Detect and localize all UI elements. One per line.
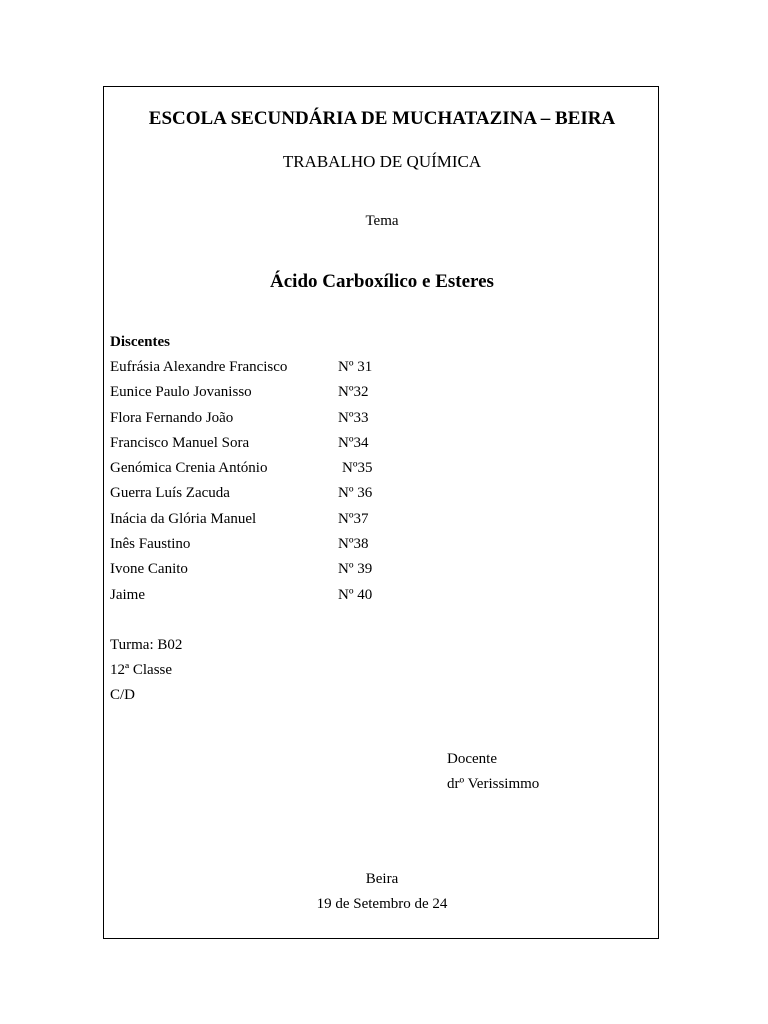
student-number: Nº 39 xyxy=(338,561,373,578)
student-name: Eunice Paulo Jovanisso xyxy=(110,384,252,401)
student-name: Francisco Manuel Sora xyxy=(110,434,250,451)
student-number: Nº 31 xyxy=(338,359,373,375)
assignment-topic: Ácido Carboxílico e Esteres xyxy=(270,271,494,292)
student-name: Inácia da Glória Manuel xyxy=(110,510,257,527)
student-number: Nº34 xyxy=(338,434,369,451)
students-heading: Discentes xyxy=(110,334,170,350)
teacher-name: drº Verissimmo xyxy=(447,776,540,792)
student-number: Nº38 xyxy=(338,536,369,553)
student-number: Nº 36 xyxy=(338,485,373,502)
student-number: Nº37 xyxy=(338,510,369,527)
student-number: Nº35 xyxy=(342,460,373,477)
student-name: Flora Fernando João xyxy=(110,409,234,426)
student-name: Guerra Luís Zacuda xyxy=(110,485,230,502)
student-name: Inês Faustino xyxy=(110,536,191,553)
student-name: Eufrásia Alexandre Francisco xyxy=(110,359,288,375)
teacher-label: Docente xyxy=(447,751,497,767)
student-name: Jaime xyxy=(110,586,145,603)
student-number: Nº 40 xyxy=(338,586,373,603)
tema-label: Tema xyxy=(365,213,399,229)
school-name: ESCOLA SECUNDÁRIA DE MUCHATAZINA – BEIRA xyxy=(148,108,616,129)
student-name: Genómica Crenia António xyxy=(110,460,268,477)
footer-city: Beira xyxy=(365,871,399,887)
student-number: Nº32 xyxy=(338,384,369,401)
class-grade: 12ª Classe xyxy=(110,662,173,678)
footer-date: 19 de Setembro de 24 xyxy=(316,896,448,912)
assignment-subject: TRABALHO DE QUÍMICA xyxy=(282,152,482,171)
cover-page-frame xyxy=(103,86,659,939)
student-number: Nº33 xyxy=(338,409,369,426)
class-section: C/D xyxy=(110,687,136,703)
student-name: Ivone Canito xyxy=(110,561,188,578)
class-turma: Turma: B02 xyxy=(110,637,183,653)
